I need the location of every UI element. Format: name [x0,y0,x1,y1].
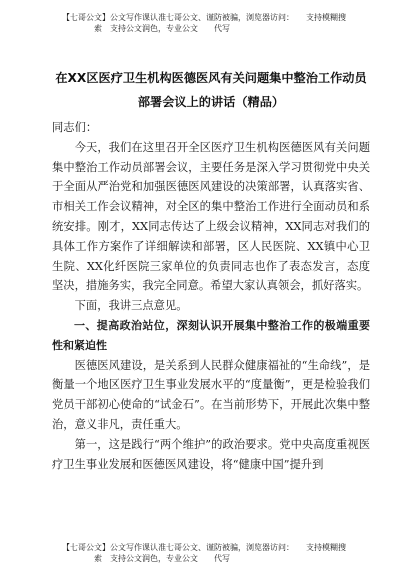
footer-line-2: 索 支持公文润色，专业公文 代写 [94,554,230,563]
footer-line-1: 【七哥公文】公文写作课认准七哥公文、谨防被骗，浏览器访问： 支持模糊搜 [62,543,346,552]
paragraph: 医德医风建设，是关系到人民群众健康福祉的“生命线”，是衡量一个地区医疗卫生事业发展水平的“度量衡”，更是检验我们党员干部初心使命的“试金石”。在当前形势下，开展此次集中整治，意义非凡，责任重大。 [52,358,370,431]
salutation: 同志们： [52,121,98,134]
header-line-1: 【七哥公文】公文写作课认准七哥公文、谨防被骗，浏览器访问： 支持模糊搜 [62,13,346,22]
paragraph: 今天，我们在这里召开全区医疗卫生机构医德医风有关问题集中整治工作动员部署会议，主要任务是深入学习贯彻党中央关于全面从严治党和加强医德医风建设的决策部署，认真落实省、市相关工作会议精神，对全区的集中整治工作进行全面动员和系统安排。刚才，XX同志传达了上级会议精神，XX同志对我们的具体工作方案作了详细解读和部署，区人民医院、XX镇中心卫生院、XX化纤医院三家单位的负责同志也作了表态发言，态度坚决，措施务实，我完全同意。希望大家认真领会，抓好落实。 [52,140,370,293]
document-body [52,118,370,474]
paragraph: 下面，我讲三点意见。 [74,299,188,313]
paragraph: 第一，这是践行“两个维护”的政治要求。党中央高度重视医疗卫生事业发展和医德医风建设，将“健康中国”提升到 [52,437,370,471]
header-line-2: 索 支持公文润色，专业公文 代写 [94,24,230,33]
document-title: 在XX区医疗卫生机构医德医风有关问题集中整治工作动员部署会议上的讲话（精品） [55,71,367,109]
section-heading: 一、提高政治站位，深刻认识开展集中整治工作的极端重要性和紧迫性 [52,318,370,352]
page-footer [62,542,382,564]
page-header [62,12,382,34]
